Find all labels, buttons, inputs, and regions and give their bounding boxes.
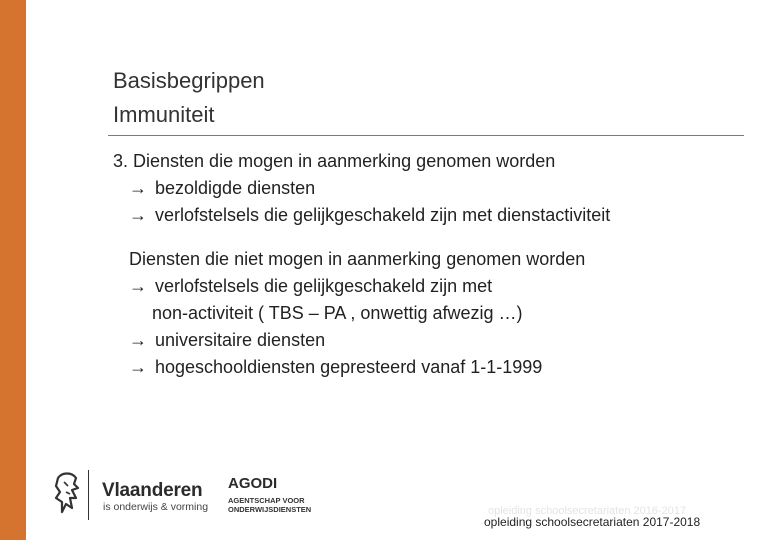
flemish-lion-icon — [52, 468, 84, 524]
orange-sidebar-bar — [0, 0, 26, 540]
section-heading-not-allowed: Diensten die niet mogen in aanmerking genomen worden — [129, 249, 586, 269]
section-heading-allowed: 3. Diensten die mogen in aanmerking genomen worden — [113, 151, 556, 171]
slide-title — [113, 64, 265, 132]
arrow-right-icon: → — [129, 178, 147, 198]
agodi-logo-text: AGODI — [228, 475, 278, 492]
title-line-1: Basisbegrippen — [113, 68, 265, 93]
title-line-2: Immuniteit — [113, 102, 215, 127]
list-item: → universitaire diensten — [113, 327, 753, 354]
list-item: → verlofstelsels die gelijkgeschakeld zijn met — [113, 273, 753, 300]
footer-ghost-text: opleiding schoolsecretariaten 2016-2017 — [488, 505, 687, 517]
vlaanderen-logo-text: Vlaanderen — [102, 480, 203, 501]
logo-block — [52, 466, 322, 526]
title-divider — [108, 135, 744, 136]
arrow-right-icon: → — [129, 330, 147, 350]
arrow-right-icon: → — [129, 357, 147, 377]
logo-divider — [88, 470, 89, 520]
vlaanderen-tagline: is onderwijs & vorming — [103, 501, 209, 513]
arrow-right-icon: → — [129, 205, 147, 225]
list-item: → hogeschooldiensten gepresteerd vanaf 1-1-1999 — [113, 354, 753, 381]
slide-footer: opleiding schoolsecretariaten 2017-2018 — [484, 515, 701, 529]
slide-body — [113, 148, 753, 381]
list-item-continuation: non-activiteit ( TBS – PA , onwettig afwezig …) — [152, 303, 523, 323]
list-item: → verlofstelsels die gelijkgeschakeld zijn met dienstactiviteit — [113, 202, 753, 229]
list-item: → bezoldigde diensten — [113, 175, 753, 202]
agodi-subtitle: AGENTSCHAP VOOR ONDERWIJSDIENSTEN — [228, 496, 312, 514]
arrow-right-icon: → — [129, 276, 147, 296]
